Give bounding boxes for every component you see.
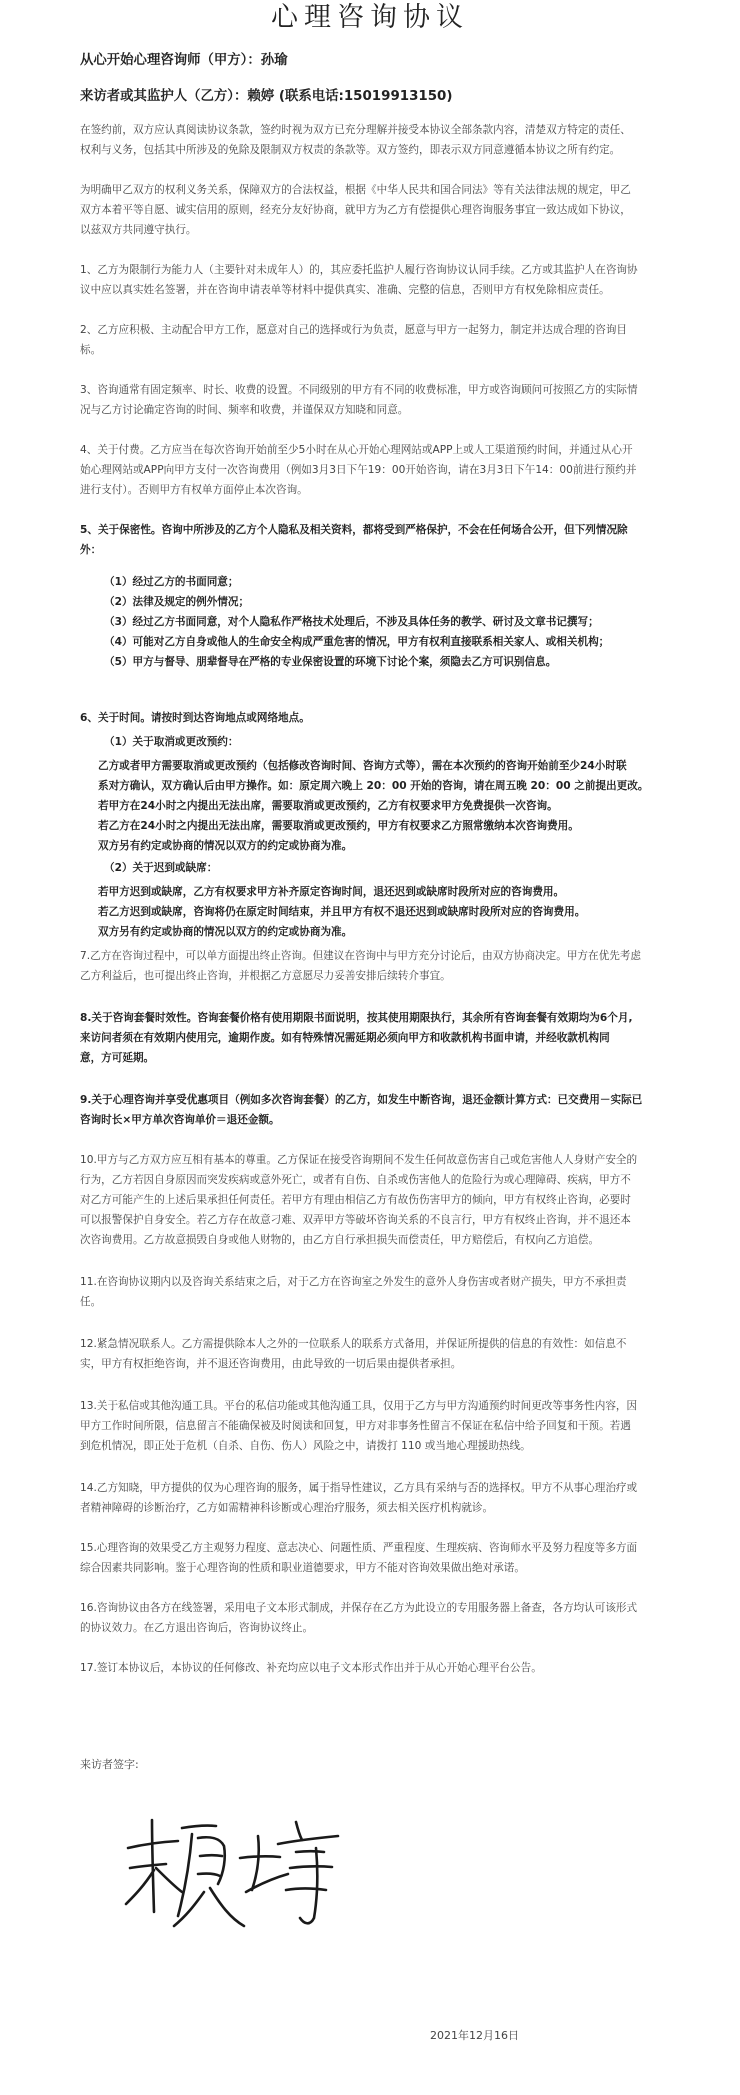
document-title: 心理咨询协议 [271, 2, 469, 33]
clause-1: 1、乙方为限制行为能力人（主要针对未成年人）的，其应委托监护人履行咨询协议认同手续。乙方或其监护人在咨询协 议中应以真实姓名签署，并在咨询申请表单等材料中提供真实、准确、完整的信息，否则甲方有权免除相应责任。 [80, 264, 638, 296]
clause-6-sub-1: （1）关于取消或更改预约： [104, 736, 239, 748]
clause-6-text-2: 若甲方迟到或缺席，乙方有权要求甲方补齐原定咨询时间，退还迟到或缺席时段所对应的咨询费用。 若乙方迟到或缺席，咨询将仍在原定时间结束，并且甲方有权不退还迟到或缺席时段所对应的咨询费用。 双方另有约定或协商的情况以双方的约定或协商为准。 [98, 886, 586, 938]
clause-7: 7.乙方在咨询过程中，可以单方面提出终止咨询。但建议在咨询中与甲方充分讨论后，由双方协商决定。甲方在优先考虑 乙方利益后，也可提出终止咨询，并根据乙方意愿尽力妥善安排后续转介事宜。 [80, 950, 641, 982]
clause-13: 13.关于私信或其他沟通工具。平台的私信功能或其他沟通工具，仅用于乙方与甲方沟通预约时间更改等事务性内容，因 甲方工作时间所限，信息留言不能确保被及时阅读和回复，甲方对非事务性留言不保证在私信中给予回复和干预。若遇 到危机情况，即正处于危机（自杀、自伤、伤人）风险之中，请拨打 110 或当地心理援助热线。 [80, 1400, 638, 1452]
intro-paragraph-1: 在签约前，双方应认真阅读协议条款，签约时视为双方已充分理解并接受本协议全部条款内容，清楚双方特定的责任、 权利与义务，包括其中所涉及的免除及限制双方权责的条款等。双方签约，即表示双方同意遵循本协议之所有约定。 [80, 124, 631, 156]
clause-4: 4、关于付费。乙方应当在每次咨询开始前至少5小时在从心开始心理网站或APP上或人工渠道预约时间，并通过从心开 始心理网站或APP向甲方支付一次咨询费用（例如3月3日下午19：00开始咨询，请在3月3日下午14：00前进行预约并 进行支付）。否则甲方有权单方面停止本次咨询。 [80, 444, 637, 496]
clause-8: 8.关于咨询套餐时效性。咨询套餐价格有使用期限书面说明，按其使用期限执行，其余所有咨询套餐有效期均为6个月, 来访问者须在有效期内使用完，逾期作废。如有特殊情况需延期必须向甲方和收款机构书面申请，并经收款机构同 意，方可延期。 [80, 1012, 633, 1064]
clause-6-sub-2: （2）关于迟到或缺席： [104, 862, 218, 874]
clause-5: 5、关于保密性。咨询中所涉及的乙方个人隐私及相关资料，都将受到严格保护，不会在任何场合公开，但下列情况除 外： [80, 524, 628, 556]
clause-2: 2、乙方应积极、主动配合甲方工作，愿意对自己的选择或行为负责，愿意与甲方一起努力，制定并达成合理的咨询目 标。 [80, 324, 628, 356]
clause-10: 10.甲方与乙方双方应互相有基本的尊重。乙方保证在接受咨询期间不发生任何故意伤害自己或危害他人人身财产安全的 行为，乙方若因自身原因而突发疾病或意外死亡，或者有自伤、自杀或伤害他人的危险行为或心理障碍、疾病，甲方不 对乙方可能产生的上述后果承担任何责任。若甲方有理由相信乙方有故伤伤害甲方的倾向，甲方有权终止咨询，必要时 可以报警保护自身安全。若乙方存在故意刁难、双弄甲方等破坏咨询关系的不良言行，甲方有权终止咨询，并不退还本 次咨询费用。乙方故意损毁自身或他人财物的，由乙方自行承担损失而偿责任，甲方赔偿后，有权向乙方追偿。 [80, 1154, 638, 1246]
clause-6-heading: 6、关于时间。请按时到达咨询地点或网络地点。 [80, 712, 310, 724]
party-b: 来访者或其监护人（乙方）：赖婷 (联系电话:15019913150) [80, 89, 453, 104]
clause-16: 16.咨询协议由各方在线签署，采用电子文本形式制成，并保存在乙方为此设立的专用服务器上备查，各方均认可该形式 的协议效力。在乙方退出咨询后，咨询协议终止。 [80, 1602, 638, 1634]
clause-6-text-1: 乙方或者甲方需要取消或更改预约（包括修改咨询时间、咨询方式等），需在本次预约的咨询开始前至少24小时联 系对方确认，双方确认后由甲方操作。如：原定周六晚上 20：00 开始的咨询，请在周五晚 20：00 之前提出更改。 若甲方在24小时之内提出无法出席，需要取消或更改预约，乙方有权要求甲方免费提供一次咨询。 若乙方在24小时之内提出无法出席，需要取消或更改预约，甲方有权要求乙方照常缴纳本次咨询费用。 双方另有约定或协商的情况以双方的约定或协商为准。 [98, 760, 649, 852]
clause-12: 12.紧急情况联系人。乙方需提供除本人之外的一位联系人的联系方式备用，并保证所提供的信息的有效性：如信息不 实，甲方有权拒绝咨询，并不退还咨询费用，由此导致的一切后果由提供者承担。 [80, 1338, 627, 1370]
party-a: 从心开始心理咨询师（甲方）：孙瑜 [80, 53, 288, 68]
signature-label: 来访者签字: [80, 1758, 139, 1771]
clause-15: 15.心理咨询的效果受乙方主观努力程度、意志决心、问题性质、严重程度、生理疾病、咨询师水平及努力程度等多方面 综合因素共同影响。鉴于心理咨询的性质和职业道德要求，甲方不能对咨询效果做出绝对承诺。 [80, 1542, 638, 1574]
clause-14: 14.乙方知晓，甲方提供的仅为心理咨询的服务，属于指导性建议，乙方具有采纳与否的选择权。甲方不从事心理治疗或 者精神障碍的诊断治疗，乙方如需精神科诊断或心理治疗服务，须去相关医疗机构就诊。 [80, 1482, 638, 1514]
handwritten-signature [120, 1808, 350, 1938]
clause-17: 17.签订本协议后，本协议的任何修改、补充均应以电子文本形式作出并于从心开始心理平台公告。 [80, 1662, 542, 1674]
clause-9: 9.关于心理咨询并享受优惠项目（例如多次咨询套餐）的乙方，如发生中断咨询，退还金额计算方式：已交费用－实际已 咨询时长×甲方单次咨询单价＝退还金额。 [80, 1094, 643, 1126]
clause-5-items: （1）经过乙方的书面同意； （2）法律及规定的例外情况； （3）经过乙方书面同意，对个人隐私作严格技术处理后，不涉及具体任务的教学、研讨及文章书记撰写； （4）可能对乙方自身或他人的生命安全构成严重危害的情况，甲方有权利直接联系相关家人、或相关机构； （5）甲方与督导、朋辈督导在严格的专业保密设置的环境下讨论个案，须隐去乙方可识别信息。 [104, 576, 610, 668]
intro-paragraph-2: 为明确甲乙双方的权利义务关系，保障双方的合法权益，根据《中华人民共和国合同法》等有关法律法规的规定，甲乙 双方本着平等自愿、诚实信用的原则，经充分友好协商，就甲方为乙方有偿提供心理咨询服务事宜一致达成如下协议， 以兹双方共同遵守执行。 [80, 184, 631, 236]
clause-11: 11.在咨询协议期内以及咨询关系结束之后，对于乙方在咨询室之外发生的意外人身伤害或者财产损失，甲方不承担责 任。 [80, 1276, 627, 1308]
clause-3: 3、咨询通常有固定频率、时长、收费的设置。不同级别的甲方有不同的收费标准，甲方或咨询顾问可按照乙方的实际情 况与乙方讨论确定咨询的时间、频率和收费，并谨保双方知晓和同意。 [80, 384, 638, 416]
signing-date: 2021年12月16日 [430, 2029, 519, 2042]
